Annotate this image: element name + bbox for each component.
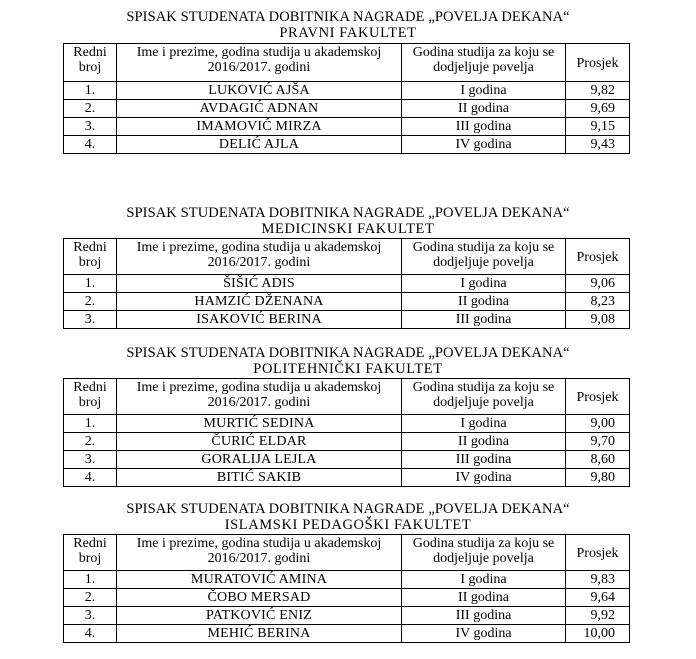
table-row [64,433,630,451]
row-number: 3. [64,607,117,625]
grade-average: 9,00 [566,415,630,433]
section-title: SPISAK STUDENATA DOBITNIKA NAGRADE „POVELJA DEKANA“ [126,9,570,25]
table-row [64,100,630,118]
study-year: II godina [402,293,566,311]
table-row [64,589,630,607]
study-year: IV godina [402,625,566,643]
study-year: III godina [402,607,566,625]
student-name: ŠIŠIĆ ADIS [117,275,402,293]
col-header-godina: Godina studija za koju se dodjeljuje povelja [402,535,566,571]
student-name: PATKOVIĆ ENIZ [117,607,402,625]
award-table [63,238,630,329]
study-year: I godina [402,571,566,589]
grade-average: 9,64 [566,589,630,607]
award-table [63,378,630,487]
section-islamski [0,501,696,641]
col-header-godina: Godina studija za koju se dodjeljuje povelja [402,379,566,415]
grade-average: 9,80 [566,469,630,487]
table-row [64,118,630,136]
section-title: SPISAK STUDENATA DOBITNIKA NAGRADE „POVELJA DEKANA“ [126,345,570,361]
section-politehnicki [0,345,696,485]
col-header-redni: Redni broj [64,44,117,82]
grade-average: 10,00 [566,625,630,643]
grade-average: 9,69 [566,100,630,118]
grade-average: 8,23 [566,293,630,311]
student-name: DELIĆ AJLA [117,136,402,154]
grade-average: 9,70 [566,433,630,451]
award-table [63,534,630,643]
faculty-name: PRAVNI FAKULTET [279,25,417,41]
grade-average: 9,08 [566,311,630,329]
col-header-prosjek: Prosjek [566,44,630,82]
award-table [63,43,630,154]
col-header-prosjek: Prosjek [566,535,630,571]
student-name: HAMZIĆ DŽENANA [117,293,402,311]
study-year: IV godina [402,136,566,154]
study-year: I godina [402,415,566,433]
student-name: ČURIĆ ELDAR [117,433,402,451]
col-header-prosjek: Prosjek [566,379,630,415]
section-title: SPISAK STUDENATA DOBITNIKA NAGRADE „POVELJA DEKANA“ [126,205,570,221]
grade-average: 9,82 [566,82,630,100]
faculty-name: ISLAMSKI PEDAGOŠKI FAKULTET [224,517,472,533]
col-header-ime: Ime i prezime, godina studija u akademskoj 2016/2017. godini [117,44,402,82]
study-year: III godina [402,118,566,136]
study-year: II godina [402,433,566,451]
row-number: 2. [64,100,117,118]
grade-average: 9,15 [566,118,630,136]
row-number: 3. [64,118,117,136]
row-number: 4. [64,625,117,643]
row-number: 2. [64,589,117,607]
study-year: III godina [402,311,566,329]
grade-average: 8,60 [566,451,630,469]
table-row [64,415,630,433]
section-medicinski [0,205,696,327]
student-name: MURTIĆ SEDINA [117,415,402,433]
table-row [64,625,630,643]
row-number: 2. [64,293,117,311]
col-header-redni: Redni broj [64,535,117,571]
study-year: II godina [402,100,566,118]
faculty-name: MEDICINSKI FAKULTET [261,221,435,237]
study-year: I godina [402,275,566,293]
table-row [64,136,630,154]
grade-average: 9,83 [566,571,630,589]
student-name: IMAMOVIĆ MIRZA [117,118,402,136]
col-header-ime: Ime i prezime, godina studija u akademskoj 2016/2017. godini [117,239,402,275]
row-number: 2. [64,433,117,451]
grade-average: 9,06 [566,275,630,293]
study-year: IV godina [402,469,566,487]
row-number: 1. [64,415,117,433]
study-year: I godina [402,82,566,100]
row-number: 4. [64,469,117,487]
grade-average: 9,43 [566,136,630,154]
student-name: ISAKOVIĆ BERINA [117,311,402,329]
student-name: LUKOVIĆ AJŠA [117,82,402,100]
row-number: 1. [64,571,117,589]
col-header-ime: Ime i prezime, godina studija u akademskoj 2016/2017. godini [117,379,402,415]
study-year: III godina [402,451,566,469]
col-header-redni: Redni broj [64,239,117,275]
table-row [64,607,630,625]
grade-average: 9,92 [566,607,630,625]
table-row [64,469,630,487]
table-row [64,451,630,469]
table-row [64,82,630,100]
student-name: ČOBO MERSAD [117,589,402,607]
study-year: II godina [402,589,566,607]
student-name: AVDAGIĆ ADNAN [117,100,402,118]
table-row [64,275,630,293]
row-number: 1. [64,82,117,100]
col-header-ime: Ime i prezime, godina studija u akademskoj 2016/2017. godini [117,535,402,571]
student-name: BITIĆ SAKIB [117,469,402,487]
col-header-godina: Godina studija za koju se dodjeljuje povelja [402,44,566,82]
section-pravni [0,9,696,152]
section-title: SPISAK STUDENATA DOBITNIKA NAGRADE „POVELJA DEKANA“ [126,501,570,517]
student-name: MEHIĆ BERINA [117,625,402,643]
table-row [64,293,630,311]
faculty-name: POLITEHNIČKI FAKULTET [253,361,443,377]
table-row [64,571,630,589]
row-number: 3. [64,311,117,329]
col-header-prosjek: Prosjek [566,239,630,275]
row-number: 1. [64,275,117,293]
student-name: MURATOVIĆ AMINA [117,571,402,589]
row-number: 4. [64,136,117,154]
col-header-godina: Godina studija za koju se dodjeljuje povelja [402,239,566,275]
student-name: GORALIJA LEJLA [117,451,402,469]
row-number: 3. [64,451,117,469]
table-row [64,311,630,329]
col-header-redni: Redni broj [64,379,117,415]
